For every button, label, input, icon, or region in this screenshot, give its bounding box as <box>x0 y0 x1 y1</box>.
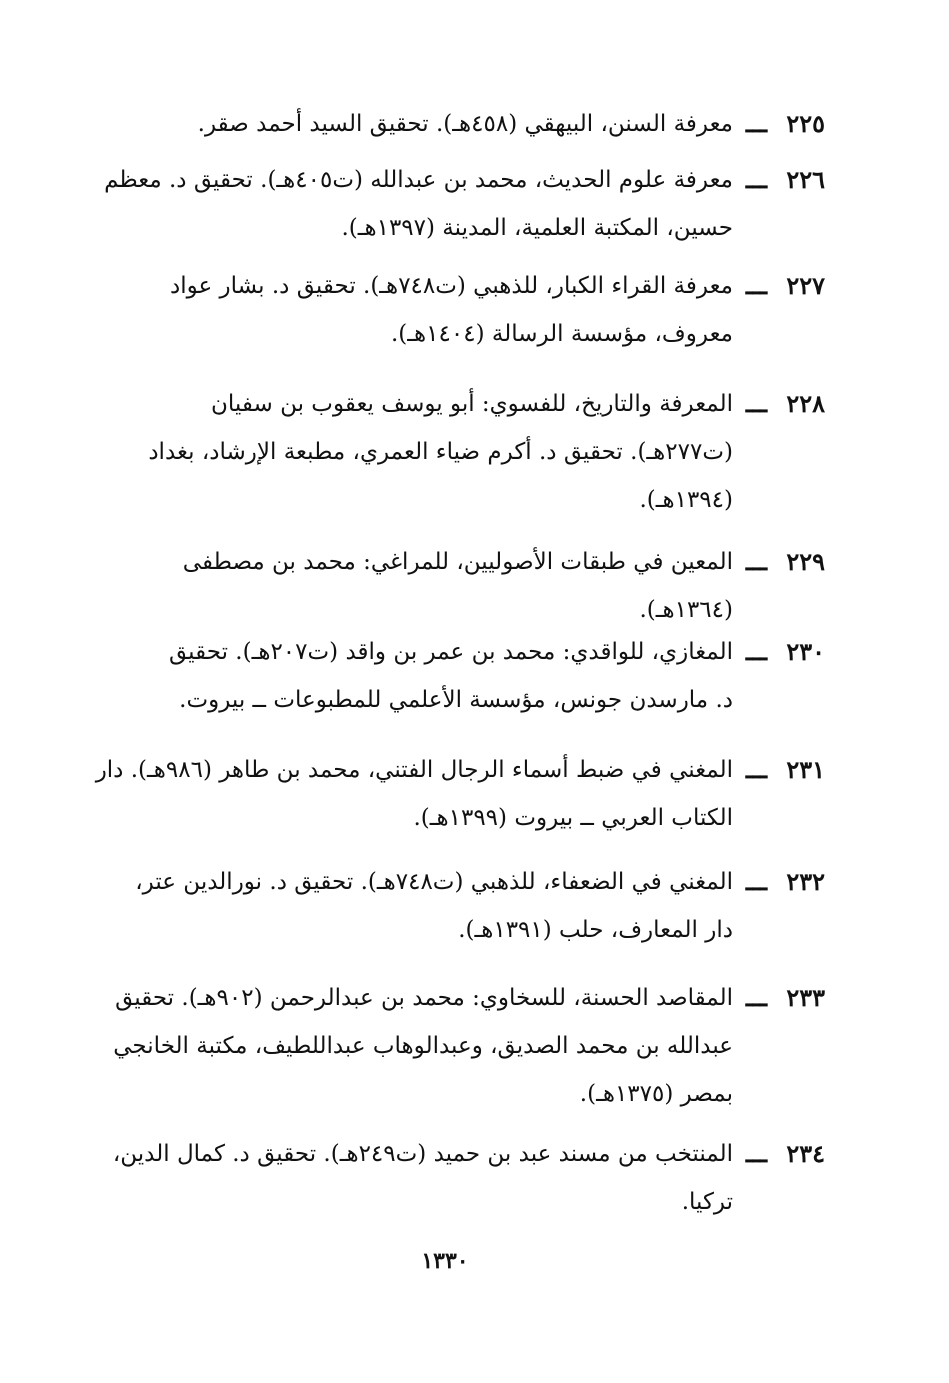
entry-line <box>104 158 825 206</box>
entry-dash: ـــ <box>745 1139 767 1168</box>
entry-number: ٢٢٧ <box>786 271 825 300</box>
entry-line <box>110 264 825 312</box>
bibliography-entry-227 <box>110 264 825 360</box>
entry-number: ٢٣١ <box>786 755 825 784</box>
bibliography-entry-232 <box>110 860 825 956</box>
entry-dash: ـــ <box>745 165 767 194</box>
entry-text: (ت٢٧٧هـ). تحقيق د. أكرم ضياء العمري، مطبعة الإرشاد، بغداد <box>148 439 733 465</box>
entry-text: (١٣٦٤هـ). <box>639 597 733 623</box>
entry-number: ٢٣٢ <box>786 867 825 896</box>
entry-line <box>110 796 825 844</box>
entry-dash: ـــ <box>745 389 767 418</box>
bibliography-entry-225 <box>110 102 825 150</box>
entry-line <box>110 588 825 636</box>
entry-line <box>110 382 825 430</box>
entry-text: د. مارسدن جونس، مؤسسة الأعلمي للمطبوعات ــ بيروت. <box>179 687 733 713</box>
entry-text: عبدالله بن محمد الصديق، وعبدالوهاب عبداللطيف، مكتبة الخانجي <box>113 1033 733 1059</box>
bibliography-entry-234 <box>110 1132 825 1228</box>
entry-line <box>110 630 825 678</box>
entry-text: معرفة السنن، البيهقي (٤٥٨هـ). تحقيق السيد أحمد صقر. <box>197 111 733 137</box>
entry-number: ٢٢٦ <box>786 165 825 194</box>
bibliography-entry-228 <box>110 382 825 526</box>
bibliography-entry-233 <box>110 976 825 1120</box>
page-number: ١٣٣٠ <box>421 1248 469 1274</box>
entry-dash: ـــ <box>745 867 767 896</box>
entry-line <box>110 312 825 360</box>
entry-line <box>110 1180 825 1228</box>
entry-text: المقاصد الحسنة، للسخاوي: محمد بن عبدالرحمن (٩٠٢هـ). تحقيق <box>115 985 733 1011</box>
entry-number: ٢٢٩ <box>786 547 825 576</box>
entry-text: (١٣٩٤هـ). <box>639 487 733 513</box>
entry-text: دار المعارف، حلب (١٣٩١هـ). <box>458 917 733 943</box>
bibliography-entry-230 <box>110 630 825 726</box>
bibliography-entry-231 <box>95 748 825 844</box>
entry-text: الكتاب العربي ــ بيروت (١٣٩٩هـ). <box>413 805 733 831</box>
entry-line <box>110 1132 825 1180</box>
entry-line <box>110 860 825 908</box>
entry-number: ٢٢٥ <box>786 109 825 138</box>
entry-line <box>110 540 825 588</box>
entry-text: حسين، المكتبة العلمية، المدينة (١٣٩٧هـ). <box>341 215 733 241</box>
entry-line <box>110 206 825 254</box>
entry-text: المغني في ضبط أسماء الرجال الفتني، محمد بن طاهر (٩٨٦هـ). دار <box>95 757 733 783</box>
entry-line <box>95 748 825 796</box>
entry-line <box>110 678 825 726</box>
bibliography-entry-229 <box>110 540 825 636</box>
entry-text: المنتخب من مسند عبد بن حميد (ت٢٤٩هـ). تحقيق د. كمال الدين، <box>112 1141 733 1167</box>
entry-line <box>110 430 825 478</box>
entry-line <box>110 908 825 956</box>
entry-number: ٢٣٤ <box>786 1139 825 1168</box>
entry-line <box>110 102 825 150</box>
entry-line <box>110 1024 825 1072</box>
entry-line <box>110 976 825 1024</box>
entry-text: معرفة علوم الحديث، محمد بن عبدالله (ت٤٠٥هـ). تحقيق د. معظم <box>104 167 733 193</box>
entry-dash: ـــ <box>745 109 767 138</box>
entry-dash: ـــ <box>745 983 767 1012</box>
entry-number: ٢٢٨ <box>786 389 825 418</box>
entry-number: ٢٣٠ <box>786 637 825 666</box>
entry-text: المغازي، للواقدي: محمد بن عمر بن واقد (ت٢٠٧هـ). تحقيق <box>168 639 733 665</box>
entry-line <box>110 478 825 526</box>
entry-text: معرفة القراء الكبار، للذهبي (ت٧٤٨هـ). تحقيق د. بشار عواد <box>169 273 733 299</box>
entry-dash: ـــ <box>745 547 767 576</box>
entry-dash: ـــ <box>745 271 767 300</box>
entry-dash: ـــ <box>745 755 767 784</box>
entry-number: ٢٣٣ <box>786 983 825 1012</box>
entry-text: معروف، مؤسسة الرسالة (١٤٠٤هـ). <box>391 321 733 347</box>
entry-text: بمصر (١٣٧٥هـ). <box>579 1081 733 1107</box>
entry-text: المعرفة والتاريخ، للفسوي: أبو يوسف يعقوب بن سفيان <box>211 391 733 417</box>
entry-text: المعين في طبقات الأصوليين، للمراغي: محمد بن مصطفى <box>182 549 733 575</box>
entry-text: المغني في الضعفاء، للذهبي (ت٧٤٨هـ). تحقيق د. نورالدين عتر، <box>135 869 733 895</box>
entry-text: تركيا. <box>681 1189 733 1215</box>
entry-dash: ـــ <box>745 637 767 666</box>
entry-line <box>110 1072 825 1120</box>
bibliography-entry-226 <box>104 158 825 254</box>
